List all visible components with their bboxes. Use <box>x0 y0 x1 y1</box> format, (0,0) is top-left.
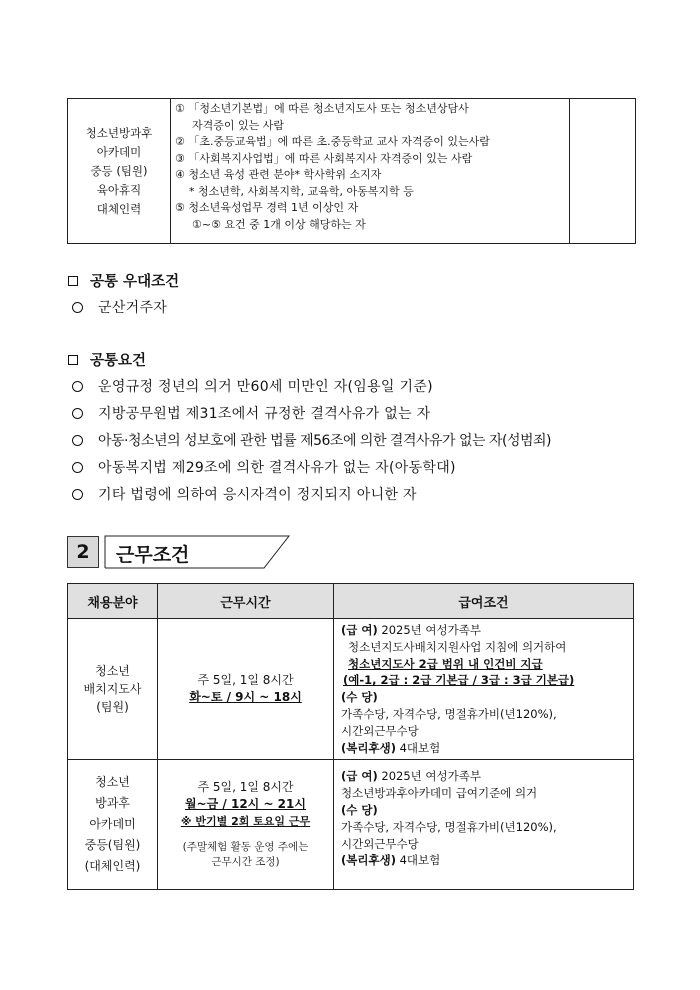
circle-bullet-icon <box>72 408 83 419</box>
qual-line: ④ 청소년 육성 관련 분야* 학사학위 소지자 <box>175 168 382 181</box>
hours-line: 주 5일, 1일 8시간 <box>197 673 294 688</box>
pay-cell <box>334 760 634 890</box>
allowance-label: (수 당) <box>341 690 378 705</box>
qual-line: * 청소년학, 사회복지학, 교육학, 아동복지학 등 <box>189 184 414 198</box>
pay-line: 가족수당, 자격수당, 명절휴가비(년120%), <box>341 819 557 834</box>
hours-line: 화~토 / 9시 ~ 18시 <box>189 690 302 705</box>
pay-line: 시간외근무수당 <box>341 836 419 851</box>
table-row <box>68 760 634 890</box>
common-item <box>72 376 433 396</box>
allowance-label: (수 당) <box>341 802 378 817</box>
qual-line: ① 「청소년기본법」에 따른 청소년지도사 또는 청소년상담사 <box>175 102 469 115</box>
pay-line: (예-1, 2급 : 2급 기본급 / 3급 : 3급 기본급) <box>343 673 575 688</box>
qual-requirements-cell <box>171 99 570 244</box>
hours-line: 월~금 / 12시 ~ 21시 <box>185 797 306 812</box>
header-field: 채용분야 <box>68 584 158 619</box>
welfare-text: 4대보험 <box>395 740 441 755</box>
table-header-row <box>68 584 634 619</box>
common-item-text: 아동복지법 제29조에 의한 결격사유가 없는 자(아동학대) <box>98 460 456 476</box>
common-item-text: 지방공무원법 제31조에서 규정한 결격사유가 없는 자 <box>98 406 431 422</box>
qual-line: ⑤ 청소년육성업무 경력 1년 이상인 자 <box>175 201 359 214</box>
common-item <box>72 430 551 450</box>
common-item <box>72 457 456 477</box>
hours-note: 근무시간 조정) <box>211 856 280 869</box>
circle-bullet-icon <box>72 462 83 473</box>
field-line: 청소년 <box>95 664 130 679</box>
field-line: 청소년 <box>95 775 130 790</box>
circle-bullet-icon <box>72 381 83 392</box>
pay-line: 청소년지도사배치지원사업 지침에 의거하여 <box>348 639 567 654</box>
qual-category-line: 청소년방과후 <box>85 125 153 140</box>
welfare-text: 4대보험 <box>395 853 441 868</box>
pay-line: 청소년방과후아카데미 급여기준에 의거 <box>341 786 538 801</box>
salary-label: (급 여) <box>341 769 378 784</box>
checkbox-square-icon <box>68 276 78 286</box>
qualification-table <box>67 98 636 244</box>
qual-line: 자격증이 있는 사람 <box>192 118 285 132</box>
preferred-item-text: 군산거주자 <box>98 300 168 316</box>
preferred-title: 공통 우대조건 <box>90 274 180 290</box>
qual-empty-cell <box>570 99 636 244</box>
preferred-item <box>72 297 167 317</box>
hours-line: ※ 반기별 2회 토요일 근무 <box>180 815 311 829</box>
welfare-label: (복리후생) <box>341 740 396 755</box>
pay-line: 청소년지도사 2급 범위 내 인건비 지급 <box>348 656 543 671</box>
common-item <box>72 484 417 504</box>
field-line: (팀원) <box>96 700 129 715</box>
preferred-heading <box>68 270 179 291</box>
qual-line: ② 「초.중등교육법」에 따른 초.중등학교 교사 자격증이 있는사람 <box>175 135 490 148</box>
qual-line: ①~⑤ 요건 중 1개 이상 해당하는 자 <box>192 217 366 231</box>
qual-category-line: 대체인력 <box>96 201 142 216</box>
circle-bullet-icon <box>72 435 83 446</box>
common-heading <box>68 349 146 370</box>
hours-note: (주말체험 활동 운영 주에는 <box>182 841 309 854</box>
salary-label: (급 여) <box>341 623 378 637</box>
pay-line: 시간외근무수당 <box>341 723 419 738</box>
section-number-badge: 2 <box>67 536 99 568</box>
field-line: 아카데미 <box>89 817 136 832</box>
field-cell <box>68 760 158 890</box>
hours-cell <box>158 760 334 890</box>
qual-category-cell <box>68 99 171 244</box>
qual-category-line: 아카데미 <box>96 144 142 159</box>
common-item-text: 운영규정 정년의 의거 만60세 미만인 자(임용일 기준) <box>98 379 433 395</box>
common-item-text: 아동·청소년의 성보호에 관한 법률 제56조에 의한 결격사유가 없는 자(성범죄) <box>98 433 552 449</box>
circle-bullet-icon <box>72 489 83 500</box>
hours-line: 주 5일, 1일 8시간 <box>197 780 294 795</box>
common-title: 공통요건 <box>90 353 147 369</box>
field-line: 중등(팀원) <box>84 838 141 853</box>
header-pay: 급여조건 <box>334 584 634 619</box>
salary-text: 2025년 여성가족부 <box>377 623 481 637</box>
salary-text: 2025년 여성가족부 <box>377 769 481 784</box>
common-item-text: 기타 법령에 의하여 응시자격이 정지되지 아니한 자 <box>98 487 417 503</box>
field-cell <box>68 619 158 760</box>
qual-category-line: 중등 (팀원) <box>90 163 148 178</box>
field-line: 방과후 <box>95 796 130 811</box>
section-title: 근무조건 <box>116 544 190 566</box>
qual-line: ③ 「사회복지사업법」에 따른 사회복지사 자격증이 있는 사람 <box>175 151 473 165</box>
qual-category-line: 육아휴직 <box>96 182 142 197</box>
field-line: (대체인력) <box>84 859 141 874</box>
work-conditions-table <box>67 583 634 890</box>
circle-bullet-icon <box>72 302 83 313</box>
common-item <box>72 403 430 423</box>
pay-cell <box>334 619 634 760</box>
hours-cell <box>158 619 334 760</box>
checkbox-square-icon <box>68 355 78 365</box>
pay-line: 가족수당, 자격수당, 명절휴가비(년120%), <box>341 706 557 721</box>
field-line: 배치지도사 <box>83 682 142 697</box>
welfare-label: (복리후생) <box>341 853 396 868</box>
header-hours: 근무시간 <box>158 584 334 619</box>
table-row <box>68 619 634 760</box>
